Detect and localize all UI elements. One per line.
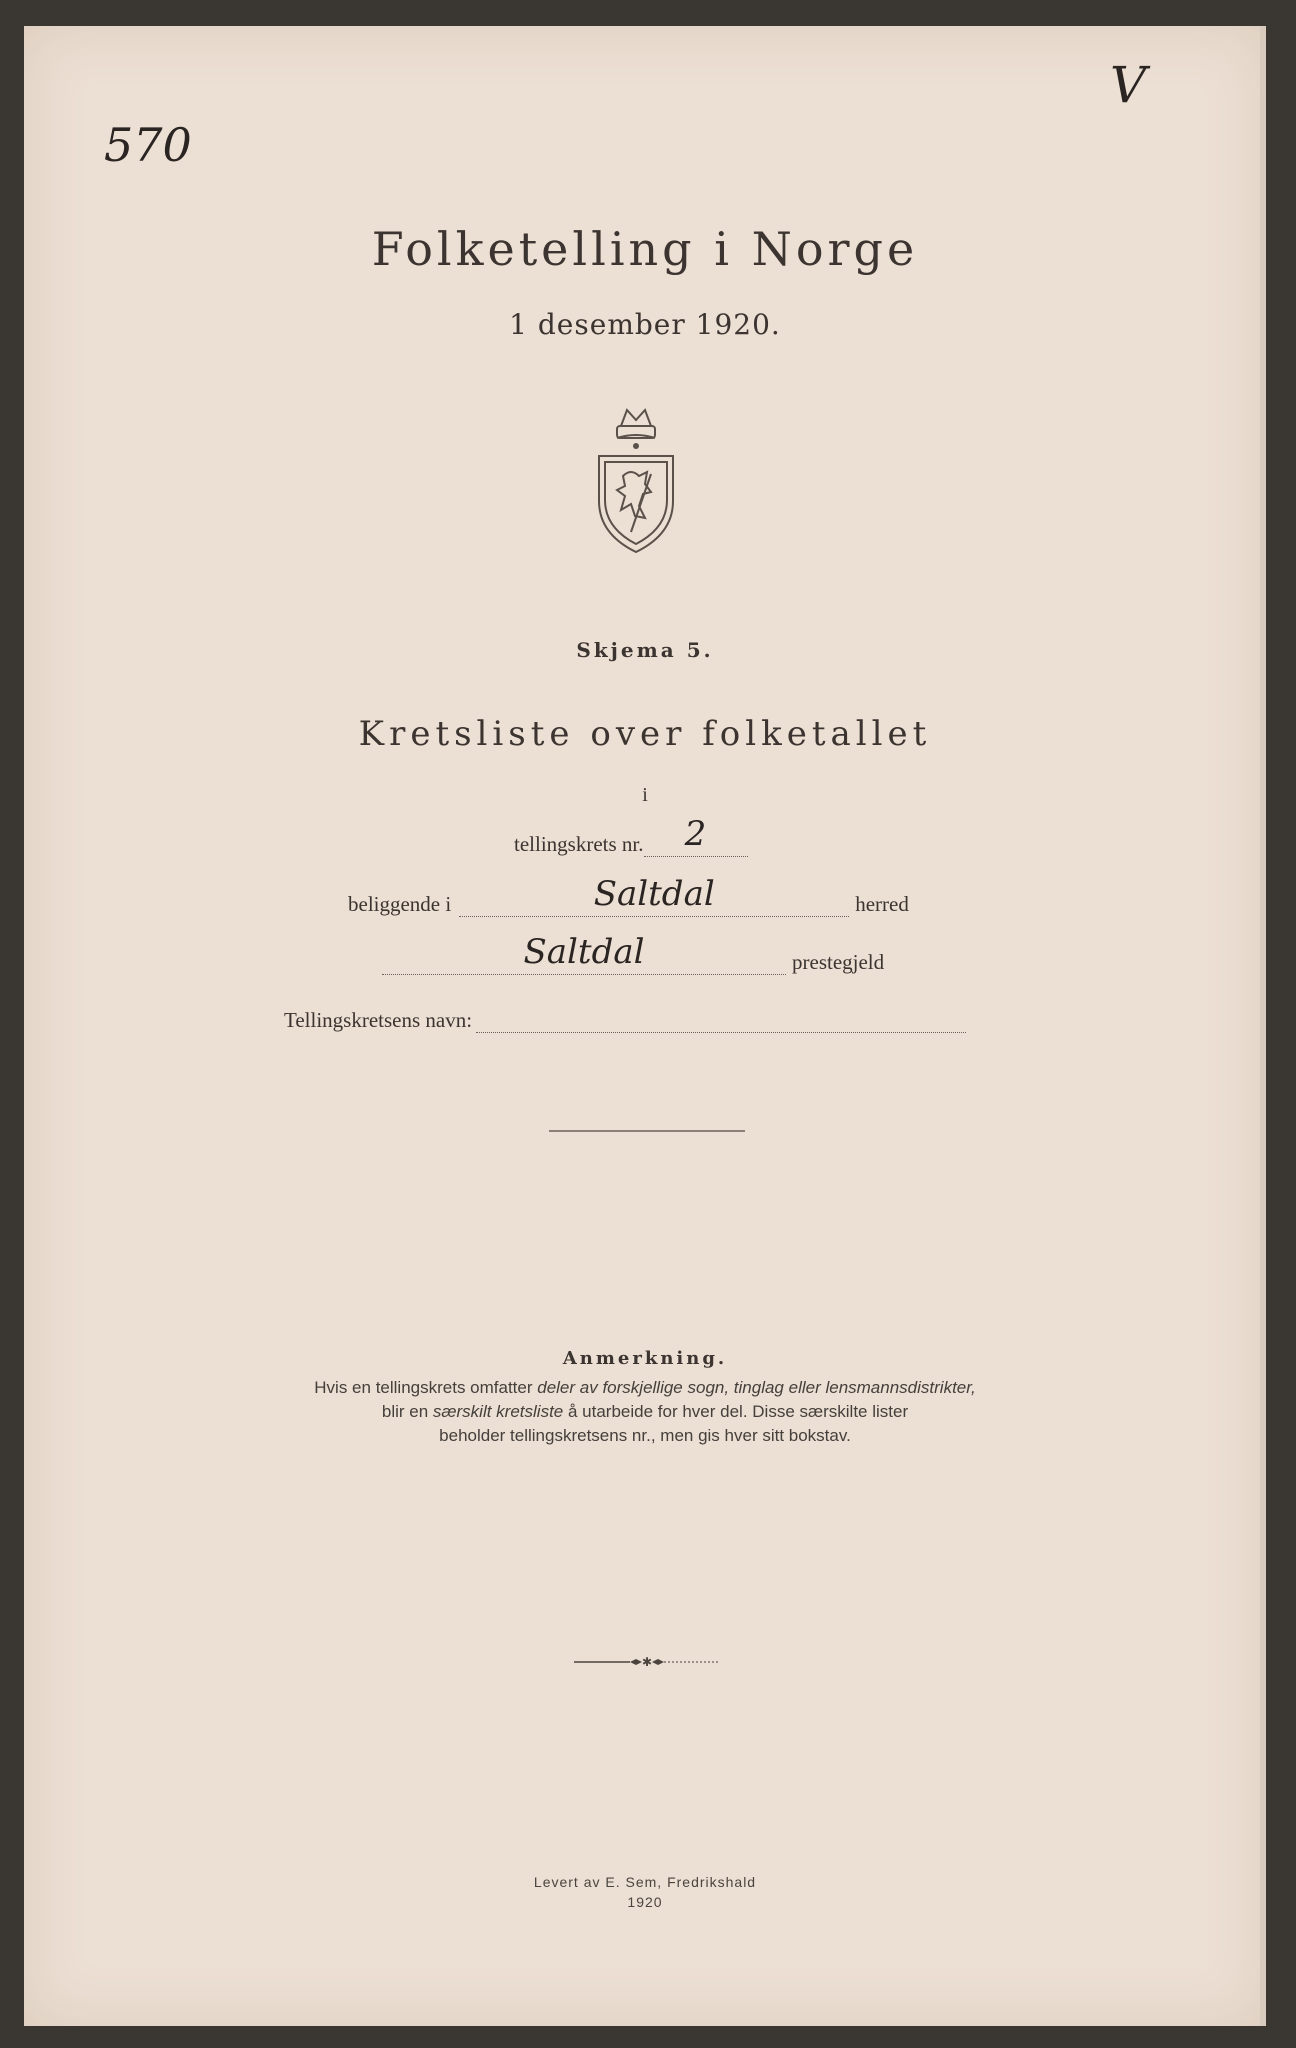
kretsnavn-input[interactable] bbox=[476, 1002, 966, 1033]
field-kretsnavn bbox=[284, 1002, 966, 1033]
beliggende-label: beliggende i bbox=[348, 892, 452, 916]
note-line-2: blir en særskilt kretsliste å utarbeide for hver del. Disse særskilte lister bbox=[381, 1402, 909, 1421]
field-prestegjeld bbox=[382, 932, 885, 975]
prestegjeld-label: prestegjeld bbox=[792, 950, 885, 974]
note-line-3: beholder tellingskretsens nr., men gis hver sitt bokstav. bbox=[439, 1426, 851, 1445]
connector-word: i bbox=[642, 784, 648, 806]
herred-value: Saltdal bbox=[593, 874, 715, 914]
svg-text:✱: ✱ bbox=[641, 1655, 653, 1669]
page-title: Folketelling i Norge bbox=[371, 222, 919, 276]
note-line-1: Hvis en tellingskrets omfatter deler av forskjellige sogn, tinglag eller lensmannsdistrikter, bbox=[314, 1378, 976, 1397]
tellingskrets-label: tellingskrets nr. bbox=[514, 832, 644, 856]
margin-note-check: V bbox=[1110, 56, 1147, 114]
herred-label: herred bbox=[855, 892, 909, 916]
field-tellingskrets bbox=[514, 814, 748, 857]
margin-note-number: 570 bbox=[104, 118, 192, 172]
ornament-divider-icon bbox=[572, 1654, 722, 1668]
census-form-page bbox=[24, 26, 1266, 2026]
separator-rule bbox=[549, 1130, 745, 1132]
census-date: 1 desember 1920. bbox=[509, 308, 781, 341]
field-herred bbox=[348, 874, 909, 917]
printer-credit: Levert av E. Sem, Fredrikshald bbox=[533, 1874, 757, 1890]
tellingskrets-value: 2 bbox=[684, 814, 707, 854]
note-text bbox=[24, 1376, 1266, 1448]
kretsnavn-label: Tellingskretsens navn: bbox=[284, 1008, 473, 1032]
prestegjeld-value: Saltdal bbox=[523, 932, 645, 972]
note-heading: Anmerkning. bbox=[562, 1348, 728, 1369]
printer-year: 1920 bbox=[627, 1894, 663, 1910]
prestegjeld-input[interactable] bbox=[382, 932, 786, 975]
tellingskrets-input[interactable] bbox=[644, 814, 748, 857]
schema-number: Skjema 5. bbox=[576, 638, 714, 662]
herred-input[interactable] bbox=[459, 874, 849, 917]
list-title: Kretsliste over folketallet bbox=[358, 714, 932, 754]
norwegian-coat-of-arms-icon bbox=[591, 406, 681, 556]
